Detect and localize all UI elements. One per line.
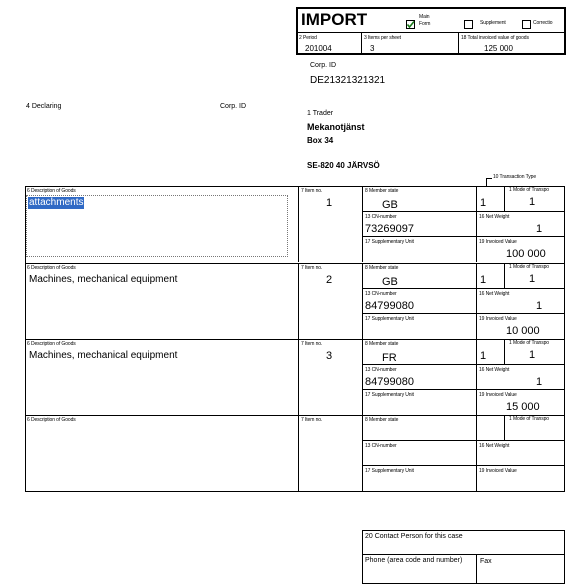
grid-line <box>362 440 565 441</box>
items-per-sheet-value[interactable]: 3 <box>370 44 375 53</box>
grid-line <box>476 186 477 262</box>
member-state-value[interactable]: GB <box>382 276 398 288</box>
main-form-checkbox[interactable] <box>406 20 415 29</box>
item-no-label: 7 Item no. <box>301 265 323 271</box>
description-label: 6 Description of Goods <box>27 188 76 194</box>
net-weight-value[interactable]: 1 <box>536 223 543 235</box>
items-per-sheet-label: 3 Items per sheet <box>364 35 401 41</box>
trader-city[interactable]: SE-820 40 JÄRVSÖ <box>307 161 380 170</box>
cn-number-value[interactable]: 84799080 <box>365 300 414 312</box>
invoiced-value-value[interactable]: 10 000 <box>506 325 540 337</box>
net-weight-value[interactable]: 1 <box>536 300 543 312</box>
grid-line <box>298 339 299 415</box>
net-weight-label: 16 Net Weight <box>479 214 510 220</box>
supplementary-unit-label: 17 Supplementary Unit <box>365 468 414 474</box>
member-state-label: 8 Member state <box>365 188 399 194</box>
invoiced-value-label: 19 Invoiced Value <box>479 392 517 398</box>
description-value[interactable]: Machines, mechanical equipment <box>29 350 178 361</box>
invoiced-value-label: 19 Invoiced Value <box>479 239 517 245</box>
member-state-label: 8 Member state <box>365 265 399 271</box>
trader-address[interactable]: Box 34 <box>307 136 334 145</box>
supplementary-unit-label: 17 Supplementary Unit <box>365 239 414 245</box>
declaring-corp-label: Corp. ID <box>220 103 247 110</box>
grid-line <box>362 211 565 212</box>
grid-line <box>362 465 565 466</box>
trader-label: 1 Trader <box>307 110 334 117</box>
item-no-value[interactable]: 1 <box>326 197 333 209</box>
invoiced-value-value[interactable]: 100 000 <box>506 248 546 260</box>
item-no-label: 7 Item no. <box>301 341 323 347</box>
transaction-type-value[interactable]: 1 <box>480 274 487 286</box>
grid-line <box>362 186 363 262</box>
grid-line <box>362 263 363 339</box>
grid-line <box>476 415 477 491</box>
invoiced-value-value[interactable]: 15 000 <box>506 401 540 413</box>
grid-line <box>362 389 565 390</box>
grid-line <box>362 313 565 314</box>
corp-id-value[interactable]: DE21321321321 <box>310 75 386 86</box>
item-no-value[interactable]: 3 <box>326 350 333 362</box>
grid-line <box>362 236 565 237</box>
transaction-type-value[interactable]: 1 <box>480 350 487 362</box>
trader-name[interactable]: Mekanotjänst <box>307 122 365 132</box>
supplementary-unit-label: 17 Supplementary Unit <box>365 316 414 322</box>
net-weight-label: 16 Net Weight <box>479 443 510 449</box>
grid-line <box>298 415 299 491</box>
grid-line <box>362 288 565 289</box>
grid-line <box>362 364 565 365</box>
item-no-value[interactable]: 2 <box>326 274 333 286</box>
grid-line <box>476 339 477 415</box>
mode-of-transport-value[interactable]: 1 <box>529 196 536 208</box>
fax-label: Fax <box>480 558 492 565</box>
grid-line <box>476 263 477 339</box>
cn-number-label: 13 CN-number <box>365 291 397 297</box>
grid-line <box>25 263 565 264</box>
net-weight-label: 16 Net Weight <box>479 291 510 297</box>
main-form-label: Main Form <box>419 14 431 27</box>
member-state-label: 8 Member state <box>365 341 399 347</box>
grid-line <box>504 339 505 364</box>
member-state-value[interactable]: FR <box>382 352 397 364</box>
correction-checkbox[interactable] <box>522 20 531 29</box>
period-value[interactable]: 201004 <box>305 44 332 53</box>
correction-label: Correctio <box>533 20 553 26</box>
transaction-type-label: 10 Transaction Type <box>493 174 537 180</box>
mode-of-transport-label: 1 Mode of Transpo <box>509 416 549 422</box>
grid-line <box>504 186 505 211</box>
net-weight-label: 16 Net Weight <box>479 367 510 373</box>
invoiced-value-label: 19 Invoiced Value <box>479 316 517 322</box>
grid-line <box>25 339 565 340</box>
total-invoiced-value[interactable]: 125 000 <box>484 44 513 53</box>
description-label: 6 Description of Goods <box>27 341 76 347</box>
form-title: IMPORT <box>301 10 368 29</box>
item-no-label: 7 Item no. <box>301 417 323 423</box>
description-label: 6 Description of Goods <box>27 265 76 271</box>
cn-number-label: 13 CN-number <box>365 367 397 373</box>
mode-of-transport-value[interactable]: 1 <box>529 349 536 361</box>
member-state-value[interactable]: GB <box>382 199 398 211</box>
item-no-label: 7 Item no. <box>301 188 323 194</box>
phone-label: Phone (area code and number) <box>365 557 463 564</box>
transaction-type-value[interactable]: 1 <box>480 197 487 209</box>
mode-of-transport-label: 1 Mode of Transpo <box>509 187 549 193</box>
mode-of-transport-label: 1 Mode of Transpo <box>509 264 549 270</box>
member-state-label: 8 Member state <box>365 417 399 423</box>
grid-line <box>504 263 505 288</box>
grid-line <box>25 415 565 416</box>
supplementary-unit-label: 17 Supplementary Unit <box>365 392 414 398</box>
mode-of-transport-value[interactable]: 1 <box>529 273 536 285</box>
grid-line <box>298 263 299 339</box>
grid-line <box>362 339 363 415</box>
net-weight-value[interactable]: 1 <box>536 376 543 388</box>
period-label: 2 Period <box>299 35 317 41</box>
invoiced-value-label: 19 Invoiced Value <box>479 468 517 474</box>
grid-line <box>362 415 363 491</box>
cn-number-label: 13 CN-number <box>365 443 397 449</box>
total-invoiced-label: 18 Total invoiced value of goods <box>461 35 529 41</box>
grid-line <box>298 186 299 262</box>
mode-of-transport-label: 1 Mode of Transpo <box>509 340 549 346</box>
declaring-label: 4 Declaring <box>26 103 62 110</box>
description-value[interactable]: Machines, mechanical equipment <box>29 274 178 285</box>
description-label: 6 Description of Goods <box>27 417 76 423</box>
corp-id-label: Corp. ID <box>310 62 337 69</box>
supplement-label: Supplement <box>480 20 506 26</box>
supplement-checkbox[interactable] <box>464 20 473 29</box>
description-value[interactable]: attachments <box>29 197 84 208</box>
cn-number-value[interactable]: 84799080 <box>365 376 414 388</box>
cn-number-label: 13 CN-number <box>365 214 397 220</box>
grid-line <box>504 415 505 440</box>
cn-number-value[interactable]: 73269097 <box>365 223 414 235</box>
checkmark-icon <box>406 20 415 29</box>
contact-person-label: 20 Contact Person for this case <box>365 533 463 540</box>
